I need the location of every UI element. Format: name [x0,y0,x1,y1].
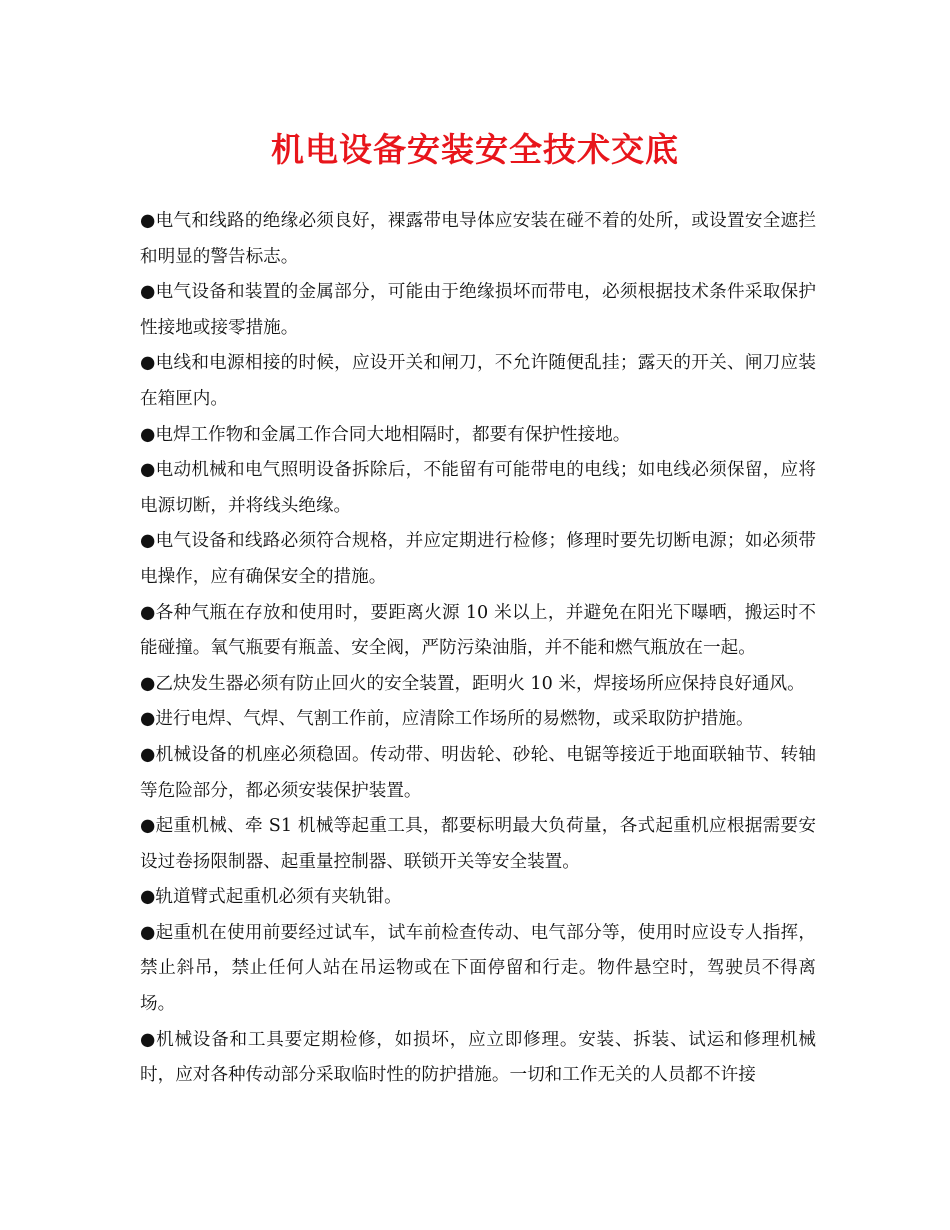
paragraph: ●乙炔发生器必须有防止回火的安全装置，距明火 10 米，焊接场所应保持良好通风。 [140,673,805,694]
document-body [140,204,816,1094]
paragraph: ●电线和电源相接的时候，应设开关和闸刀，不允许随便乱挂；露天的开关、闸刀应装在箱匣内。 [140,353,816,409]
paragraph: ●电气设备和线路必须符合规格，并应定期进行检修；修理时要先切断电源；如必须带电操作，应有确保安全的措施。 [140,531,816,587]
paragraph: ●进行电焊、气焊、气割工作前，应清除工作场所的易燃物，或采取防护措施。 [140,709,754,730]
paragraph: ●起重机在使用前要经过试车，试车前检查传动、电气部分等，使用时应设专人指挥，禁止斜吊，禁止任何人站在吊运物或在下面停留和行走。物件悬空时，驾驶员不得离场。 [140,922,816,1015]
paragraph: ●各种气瓶在存放和使用时，要距离火源 10 米以上，并避免在阳光下曝晒，搬运时不能碰撞。氧气瓶要有瓶盖、安全阀，严防污染油脂，并不能和燃气瓶放在一起。 [140,602,816,659]
paragraph: ●机械设备的机座必须稳固。传动带、明齿轮、砂轮、电锯等接近于地面联轴节、转轴等危险部分，都必须安装保护装置。 [140,744,816,801]
paragraph: ●电气设备和装置的金属部分，可能由于绝缘损坏而带电，必须根据技术条件采取保护性接地或接零措施。 [140,282,816,338]
document-title: 机电设备安装安全技术交底 [271,130,679,169]
paragraph: ●电动机械和电气照明设备拆除后，不能留有可能带电的电线；如电线必须保留，应将电源切断，并将线头绝缘。 [140,460,816,516]
paragraph: ●机械设备和工具要定期检修，如损坏，应立即修理。安装、拆装、试运和修理机械时，应对各种传动部分采取临时性的防护措施。一切和工作无关的人员都不许接 [140,1029,816,1086]
paragraph: ●起重机械、牵 S1 机械等起重工具，都要标明最大负荷量，各式起重机应根据需要安设过卷扬限制器、起重量控制器、联锁开关等安全装置。 [140,816,816,872]
paragraph: ●电气和线路的绝缘必须良好，裸露带电导体应安装在碰不着的处所，或设置安全遮拦和明显的警告标志。 [140,211,816,267]
paragraph: ●电焊工作物和金属工作合同大地相隔时，都要有保护性接地。 [140,424,631,445]
paragraph: ●轨道臂式起重机必须有夹轨钳。 [140,887,402,908]
